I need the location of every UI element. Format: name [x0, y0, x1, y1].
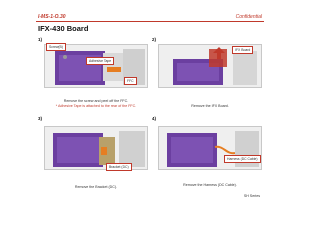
step-3-number: 3): [38, 116, 43, 121]
callout-ffc: FFC: [124, 77, 137, 85]
callout-adhesive-tape: Adhesive Tape: [86, 57, 114, 65]
step-3-caption: Remove the Bracket (DC).: [74, 185, 118, 189]
footer-series: SH Series: [243, 194, 260, 198]
confidential-label: Confidential: [235, 14, 262, 20]
page-title: IFX-430 Board: [38, 24, 89, 33]
callout-ifx-board: IFX Board: [232, 46, 253, 54]
doc-code: I-MS-1-O.30: [38, 14, 66, 20]
step-1-caption: Remove the screw and peel off the FFC.: [63, 99, 129, 103]
step-2-number: 2): [152, 37, 157, 42]
header-rule: [36, 21, 264, 22]
slide-header: [0, 0, 300, 42]
callout-bracket-dc: Bracket (DC): [106, 163, 132, 171]
step-4-number: 4): [152, 116, 157, 121]
callout-harness-dc-cable: Harness (DC Cable): [224, 155, 261, 163]
step-3-illustration: [45, 127, 148, 170]
step-4-photo: [158, 126, 262, 170]
step-1-number: 1): [38, 37, 43, 42]
callout-screw-b: Screw(B): [46, 43, 66, 51]
step-2-caption: Remove the IFX Board.: [191, 104, 229, 108]
step-1-note: * Adhesive Tape is attached to the rear of the FFC.: [55, 104, 137, 108]
step-4-caption: Remove the Harness (DC Cable).: [183, 183, 237, 187]
step-4-illustration: [159, 127, 262, 170]
step-3-photo: [44, 126, 148, 170]
